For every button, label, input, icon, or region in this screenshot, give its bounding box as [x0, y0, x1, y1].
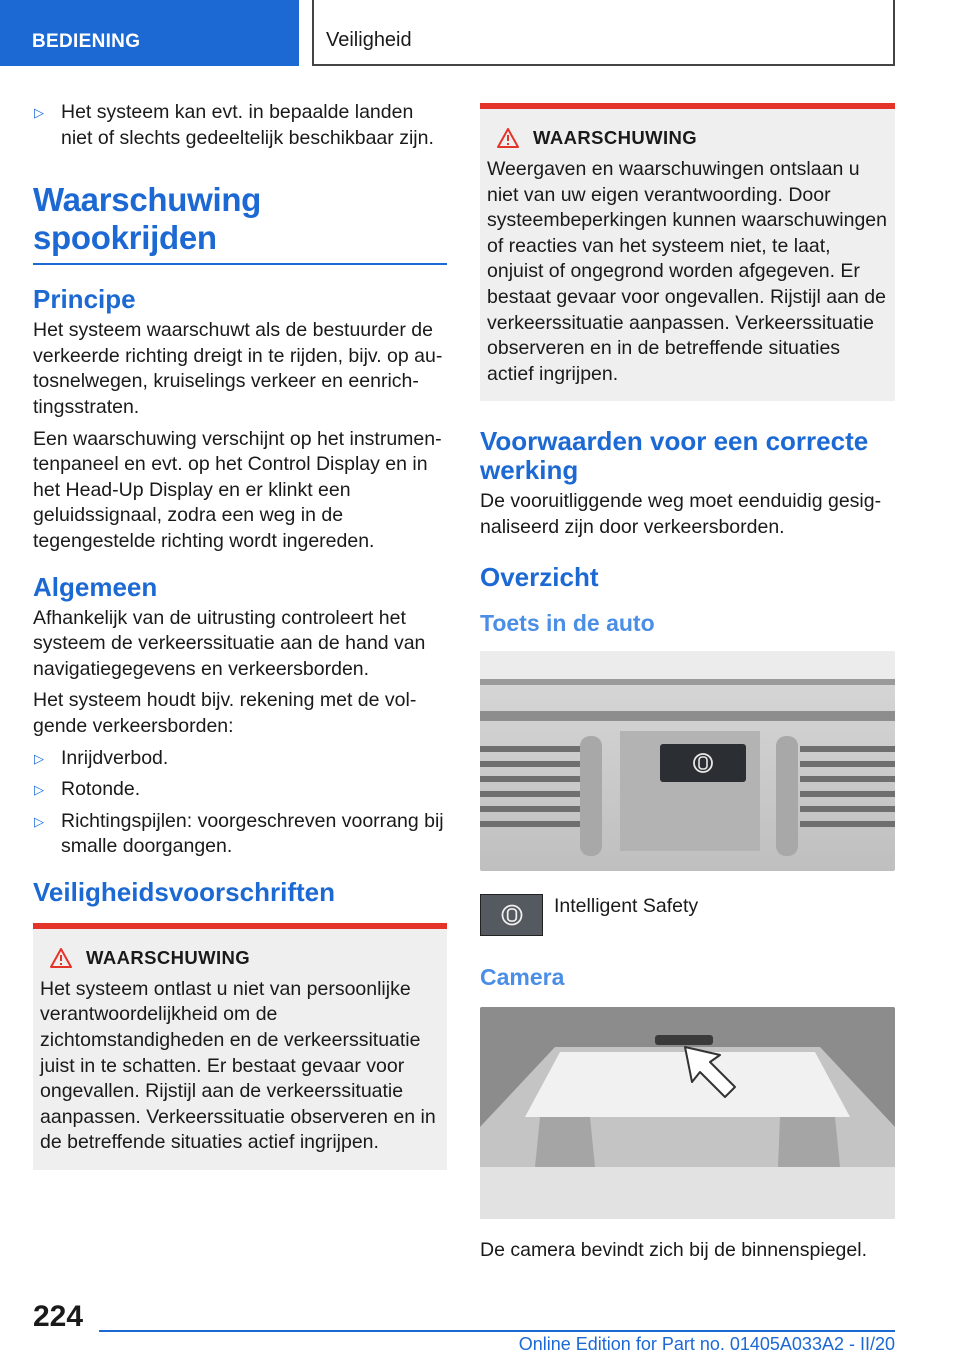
paragraph: Het systeem houdt bijv. rekening met de volgende verkeersborden: [33, 689, 417, 737]
section-heading-voorwaarden: Voorwaarden voor een correcte werking [480, 426, 869, 486]
paragraph: De vooruitliggende weg moet eenduidig gesignaliseerd zijn door verkeersborden. [480, 490, 882, 538]
page-number: 224 [33, 1300, 84, 1333]
paragraph: Het systeem waarschuwt als de bestuurder de verkeerde richting dreigt in te rijden, bijv. op autosnelwegen, kruiselings verkeer en eenrichtingsstraten. [33, 319, 443, 418]
bullet-triangle-icon: ▷ [34, 750, 44, 766]
section-heading-principe: Principe [33, 284, 136, 315]
warning-box [480, 103, 895, 401]
section-heading-algemeen: Algemeen [33, 571, 158, 602]
bullet-triangle-icon: ▷ [34, 813, 44, 829]
header-section-tab [0, 0, 299, 66]
legend-label: Intelligent Safety [554, 894, 699, 917]
header-chapter-label: Veiligheid [326, 29, 412, 51]
warning-text: Weergaven en waarschuwingen ontslaan u niet van uw eigen verantwoording. Door systeembeperkingen kunnen waarschuwingen of reacties van het systeem niet, te laat, onjuist of ongegrond worden afgegeven. Er bestaat gevaar voor ongevallen. Rijstijl aan de verkeerssituatie aanpassen. Verkeerssituatie observeren en in de betreffende situaties actief ingrijpen. [487, 158, 887, 385]
list-item: ▷ Rotonde. [33, 777, 447, 803]
camera-caption: De camera bevindt zich bij de binnenspiegel. [480, 1238, 867, 1261]
dashboard-button-photo [480, 651, 895, 871]
left-column [33, 100, 447, 1170]
footer-divider [99, 1330, 895, 1332]
list-item: ▷ Het systeem kan evt. in bepaalde landen niet of slechts gedeeltelijk beschikbaar zijn. [34, 101, 434, 149]
warning-header [40, 947, 439, 969]
paragraph: Afhankelijk van de uitrusting controleert het systeem de verkeerssituatie aan de hand van navigatiegegevens en verkeersborden. [33, 606, 426, 680]
section-heading-veiligheid: Veiligheidsvoorschriften [33, 876, 335, 907]
header-section-label: BEDIENING [32, 31, 141, 52]
warning-header [487, 127, 887, 149]
warning-triangle-icon [497, 128, 519, 148]
bullet-triangle-icon: ▷ [34, 782, 44, 798]
warning-triangle-icon [50, 948, 72, 968]
warning-label: WAARSCHUWING [86, 946, 251, 968]
header-chapter-box [312, 0, 895, 66]
legend-row [480, 894, 895, 936]
paragraph: Een waarschuwing verschijnt op het instrumentenpaneel en evt. op het Control Display en in het Head-Up Display en er klinkt een geluidssignaal, zodra een weg in de tegengestelde richting wordt ingereden. [33, 427, 442, 552]
right-column [480, 103, 895, 1269]
subsection-heading-toets: Toets in de auto [480, 609, 655, 636]
warning-box [33, 923, 447, 1170]
section-heading-overzicht: Overzicht [480, 561, 599, 592]
list-item: ▷ Richtingspijlen: voorgeschreven voorrang bij smalle doorgangen. [34, 809, 444, 858]
list-item: ▷ Inrijdverbod. [33, 746, 447, 772]
intelligent-safety-icon [480, 894, 543, 936]
bullet-triangle-icon: ▷ [34, 105, 44, 120]
warning-text: Het systeem ontlast u niet van persoonlijke verantwoordelijkheid om de zichtomstandigheden en de verkeerssituatie juist in te schatten. Er bestaat gevaar voor ongevallen. Rijstijl aan de verkeerssituatie aanpassen. Verkeerssituatie observeren en in de betreffende situaties actief ingrijpen. [40, 977, 436, 1154]
camera-location-photo [480, 1007, 895, 1219]
page-title: Waarschuwing spookrijden [33, 181, 447, 265]
subsection-heading-camera: Camera [480, 963, 565, 990]
footer-edition: Online Edition for Part no. 01405A033A2 - II/20 [518, 1334, 895, 1354]
warning-label: WAARSCHUWING [533, 127, 698, 148]
